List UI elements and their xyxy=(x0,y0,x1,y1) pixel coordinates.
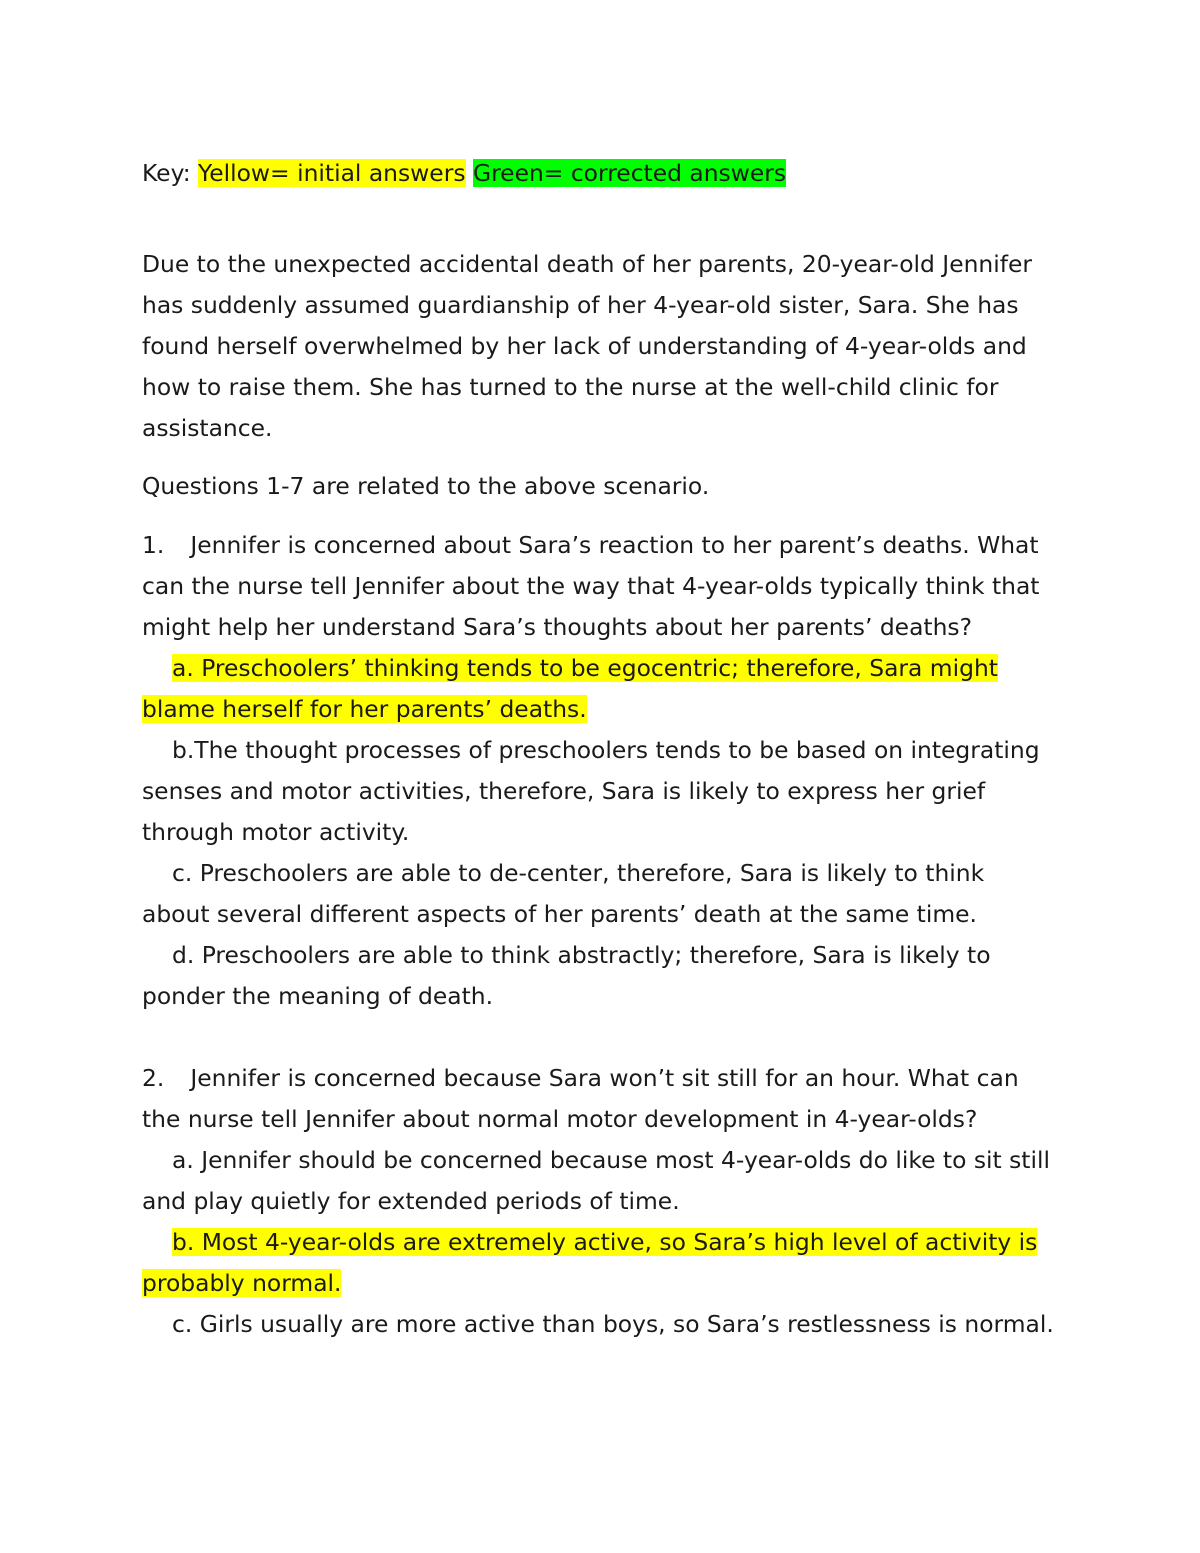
question-2-stem-line: the nurse tell Jennifer about normal motor development in 4-year-olds? xyxy=(142,1105,978,1133)
question-2-option-b xyxy=(172,1227,1037,1257)
question-2-option-c: c. Girls usually are more active than boys, so Sara’s restlessness is normal. xyxy=(172,1310,1054,1338)
question-1-option-a xyxy=(172,653,998,683)
question-1-stem xyxy=(142,530,1039,560)
question-2-number: 2. xyxy=(142,1064,165,1092)
questions-intro: Questions 1-7 are related to the above scenario. xyxy=(142,472,710,500)
question-1-option-a-cont xyxy=(142,694,587,724)
scenario-line: has suddenly assumed guardianship of her 4-year-old sister, Sara. She has xyxy=(142,291,1019,319)
question-1-option-d-cont: ponder the meaning of death. xyxy=(142,982,494,1010)
option-a-text: a. Preschoolers’ thinking tends to be egocentric; therefore, Sara might xyxy=(172,654,998,682)
option-a-text: blame herself for her parents’ deaths. xyxy=(142,695,587,723)
scenario-line: Due to the unexpected accidental death of her parents, 20-year-old Jennifer xyxy=(142,250,1032,278)
question-2-option-a: a. Jennifer should be concerned because most 4-year-olds do like to sit still xyxy=(172,1146,1050,1174)
scenario-line: how to raise them. She has turned to the nurse at the well-child clinic for xyxy=(142,373,999,401)
question-1-stem-line: might help her understand Sara’s thoughts about her parents’ deaths? xyxy=(142,613,973,641)
key-line xyxy=(142,158,786,188)
question-2-stem-text: Jennifer is concerned because Sara won’t sit still for an hour. What can xyxy=(190,1064,1019,1092)
question-1-option-b: b.The thought processes of preschoolers tends to be based on integrating xyxy=(172,736,1040,764)
key-green-highlight: Green= corrected answers xyxy=(472,159,787,187)
option-b-text: b. Most 4-year-olds are extremely active, so Sara’s high level of activity is xyxy=(172,1228,1038,1256)
question-2-stem xyxy=(142,1063,1019,1093)
question-1-option-c-cont: about several different aspects of her parents’ death at the same time. xyxy=(142,900,977,928)
question-1-option-d: d. Preschoolers are able to think abstractly; therefore, Sara is likely to xyxy=(172,941,991,969)
question-1-option-b-cont: through motor activity. xyxy=(142,818,410,846)
key-label: Key: xyxy=(142,159,199,187)
question-1-option-c: c. Preschoolers are able to de-center, therefore, Sara is likely to think xyxy=(172,859,985,887)
scenario-line: assistance. xyxy=(142,414,273,442)
question-1-stem-line: can the nurse tell Jennifer about the way that 4-year-olds typically think that xyxy=(142,572,1040,600)
question-1-stem-text: Jennifer is concerned about Sara’s reaction to her parent’s deaths. What xyxy=(190,531,1039,559)
question-2-option-a-cont: and play quietly for extended periods of time. xyxy=(142,1187,680,1215)
key-yellow-highlight: Yellow= initial answers xyxy=(198,159,466,187)
scenario-line: found herself overwhelmed by her lack of understanding of 4-year-olds and xyxy=(142,332,1027,360)
question-1-option-b-cont: senses and motor activities, therefore, Sara is likely to express her grief xyxy=(142,777,986,805)
option-b-text: probably normal. xyxy=(142,1269,342,1297)
question-1-number: 1. xyxy=(142,531,165,559)
question-2-option-b-cont xyxy=(142,1268,341,1298)
